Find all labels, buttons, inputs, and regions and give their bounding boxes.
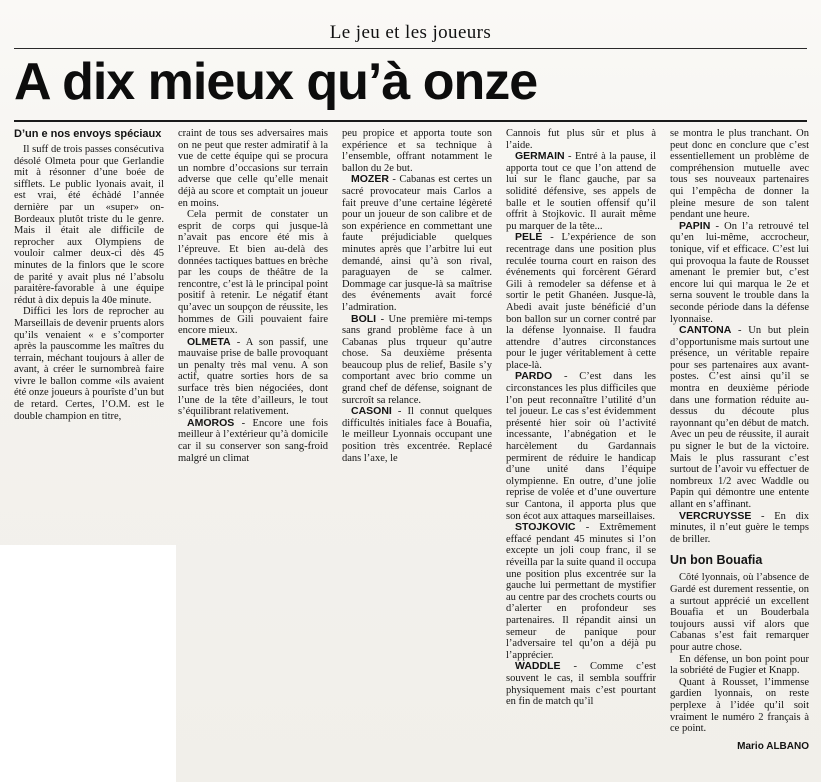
player-rating-paragraph: AMOROS - Encore une fois meilleur à l’extérieur qu’à domicile car il su conserver son sang-froid malgré un climat [178, 416, 328, 464]
column-3-content [342, 128, 492, 464]
player-name: OLMETA [187, 335, 231, 348]
player-rating-paragraph: BOLI - Une première mi-temps sans grand problème face à un Cabanas plus trqueur qu’autre chose. Sa deuxième présenta beaucoup plus de relief, Basile s’y comportant avec brio comme un grand chef de défense, soignant de surcroît sa relance. [342, 312, 492, 406]
player-name: BOLI [351, 312, 377, 325]
divider-under-headline [14, 120, 807, 122]
player-name: AMOROS [187, 416, 235, 429]
column-1-content [14, 128, 164, 422]
blank-scan-area [0, 545, 176, 782]
body-paragraph: Cela permit de constater un esprit de corps qui jusque-là n’avait pas encore été mis à l’épreuve. Et bien au-delà des données tactiques battues en brèche par les coups de théâtre de la rencontre, c’est là le principal point positif à retenir. Le négatif étant qu’avec un soupçon de réussite, les hommes de Gili pouvaient faire encore mieux. [178, 209, 328, 337]
player-name: VERCRUYSSE [679, 509, 752, 522]
player-name: CASONI [351, 405, 392, 418]
body-paragraph: Quant à Rousset, l’immense gardien lyonnais, on reste perplexe à l’idée qu’il soit vraiment le numéro 2 français à ce point. [670, 676, 809, 735]
text-column-1 [14, 128, 164, 422]
body-paragraph: craint de tous ses adversaires mais on ne peut que rester admiratif à la vue de cette équipe qui se procura un nombre d’occasions sur terrain adverse que celle qu’elle menait déjà au score et comptait un joueur en moins. [178, 128, 328, 209]
body-paragraph: Diffici les lors de reprocher au Marseillais de devenir pruents alors qu’ils venaient « e s’comporter après la pauscomme les maîtres du terrain, méchant toujours à aller de avant, à créer le surnombreà faire vivre le ballon comme «ils avaient été onze joueurs à pourîste d’un but de retard. Certes, l’O.M. est le double champion en titre, [14, 306, 164, 422]
player-name: WADDLE [515, 660, 561, 673]
text-column-3 [342, 128, 492, 464]
column-2-content [178, 128, 328, 464]
article-byline: Mario ALBANO [737, 740, 809, 752]
body-paragraph: peu propice et apporta toute son expérience et sa technique à l’ensemble, offrant notamment le ballon du 2e but. [342, 128, 492, 174]
player-rating-paragraph: WADDLE - Comme c’est souvent le cas, il sembla souffrir physiquement mais c’est pourtant en fin de match qu’il [506, 660, 656, 708]
text-column-2 [178, 128, 328, 464]
divider-top [14, 48, 807, 49]
article-headline: A dix mieux qu’à onze [14, 53, 538, 111]
body-paragraph: se montra le plus tranchant. On peut donc en conclure que c’est essentiellement un problème de compréhension mutuelle avec tous ses nouveaux partenaires qui l’empêcha de donner la pleine mesure de son talent pendant une heure. [670, 128, 809, 221]
section-subheading: Un bon Bouafia [670, 553, 763, 568]
player-rating-paragraph: CASONI - Il connut quelques difficultés initiales face à Bouafia, le meilleur Lyonnais occupant une position très excentrée. Replacé dans l’axe, le [342, 405, 492, 464]
player-rating-paragraph: MOZER - Cabanas est certes un sacré provocateur mais Carlos a fait preuve d’une certaine légèreté pour un joueur de son calibre et de son expérience en commettant une faute préjudiciable quelques minutes après que l’arbitre lui eut demandé, ainsi qu’à son rival, paraguayen de se calmer. Dommage car jusque-là sa maîtrise des événements avait forcé l’admiration. [342, 173, 492, 313]
player-rating-paragraph: CANTONA - Un but plein d’opportunisme mais surtout une présence, un véritable repaire pour ses partenaires aux avant-postes. C’est ainsi qu’il se montra en deuxième période dans une formation réduite au-dessus du découte plus rayonnant qu’en début de match. Avec un peu de réussite, il aurait pu signer le but de la victoire. Mais le plus rassurant c’est surtout de l’avoir vu effectuer de nombreux 1/2 avec Waddle ou Papin qui démontre une entente allant en s’affinant. [670, 324, 809, 510]
body-paragraph: En défense, un bon point pour la sobriété de Fugier et Knapp. [670, 653, 809, 677]
body-paragraph: Il suff de trois passes consécutiva désolé Olmeta pour que Gerlandie mit à résonner d’une boée de sifflets. Le public lyonais avait, il est vrai, été échàdé l’année dernière par un «super» on-Bordeaux plutôt triste du le genre. Mais il était ale difficile de reprocher aux Olympiens de vouloir calmer deux-ci dès 45 minutes de la finlors que le score de parité y avait plus né l’absolu paraitère-favorable à une équipe rédut à dix depuis la 40e minute. [14, 144, 164, 306]
text-column-4 [506, 128, 656, 708]
column-4-content [506, 128, 656, 708]
player-rating-paragraph: PAPIN - On l’a retrouvé tel qu’en lui-même, accrocheur, tonique, vif et efficace. C’est lui qui provoqua la faute de Rousset amenant le premier but, c’est encore lui qui marqua le 2e et serna souvent le trouble dans la seconde période dans la défense lyonnaise. [670, 219, 809, 325]
player-name: STOJKOVIC [515, 521, 576, 534]
body-paragraph: Côté lyonnais, où l’absence de Gardé est durement ressentie, on a surtout apprécié un excellent Bouafia et un Bouderbala toujours aussi vif alors que Cabanas s’est fait remarquer pour autre chose. [670, 572, 809, 653]
player-rating-paragraph: STOJKOVIC - Extrêmement effacé pendant 45 minutes si l’on excepte un joli coup franc, il se réveilla par la suite quand il occupa une position plus excentrée sur la gauche lui permettant de mystifier au centre par des crochets courts ou d’alerter en profondeur ses partenaires. Il répandit ainsi un semeur de panique pour l’adversaire tel qu’on a déjà pu l’apprécier. [506, 521, 656, 661]
player-name: CANTONA [679, 324, 732, 337]
column-5-content [670, 128, 809, 752]
player-rating-paragraph: GERMAIN - Entré à la pause, il apporta tout ce que l’on attend de lui sur le flanc gauche, par sa solidité défensive, ses appels de balle et le soutien offensif qu’il offrit à Stojkovic. Il aurait même pu marquer de la tête... [506, 150, 656, 232]
player-rating-paragraph: OLMETA - A son passif, une mauvaise prise de balle provoquant un penalty très mal venu. A son actif, quatre sorties hors de sa surface très bien négociées, dont l’une de la tête d’ailleurs, le tout s’équilibrant relativement. [178, 335, 328, 418]
column-subhead: D’un e nos envoys spéciaux [14, 128, 162, 140]
player-rating-paragraph: PELE - L’expérience de son recentrage dans une position plus reculée tourna court en raison des événements qui forcèrent Gérard Gili à remodeler sa défense et à sortir le petit Ghanéen. Jusque-là, Abedi avait juste bénéficié d’un bon ballon sur un corner contré par la défense lyonnaise. Il faudra attendre d’autres circonstances pour le juger véritablement à cette place-là. [506, 231, 656, 371]
player-name: PELE [515, 231, 543, 244]
player-name: MOZER [351, 173, 389, 186]
player-name: PARDO [515, 370, 553, 383]
body-paragraph: Cannois fut plus sûr et plus à l’aide. [506, 128, 656, 151]
player-name: GERMAIN [515, 150, 565, 163]
text-column-5 [670, 128, 809, 752]
player-rating-paragraph: PARDO - C’est dans les circonstances les plus difficiles que l’on peut reconnaître l’utilité d’un tel joueur. Le cas s’est évidemment présenté hier soir où l’activité incessante, l’abnégation et le harcèlement du Gardannais permirent de réduire le handicap d’une unité dans l’équipe olympienne. En outre, d’une jolie reprise de volée et d’une ouverture sur Cantona, il apporta plus que son écot aux attaques marseillaises. [506, 370, 656, 522]
section-kicker: Le jeu et les joueurs [329, 22, 492, 43]
player-name: PAPIN [679, 219, 711, 232]
player-rating-paragraph: VERCRUYSSE - En dix minutes, il n’eut guère le temps de briller. [670, 509, 809, 545]
